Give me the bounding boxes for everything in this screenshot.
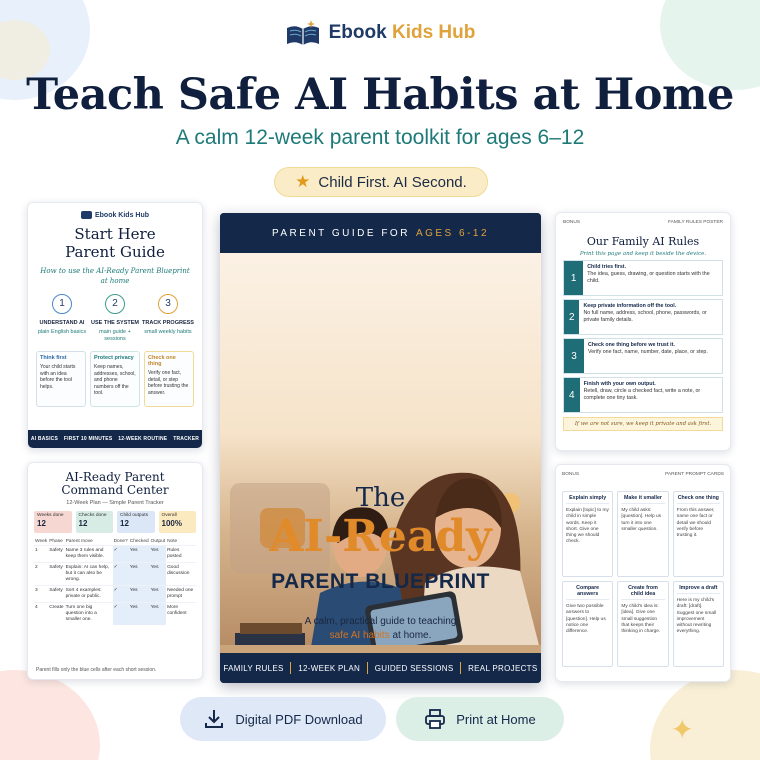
done-cell[interactable]: ✓: [113, 546, 129, 563]
output-cell[interactable]: Yes: [150, 586, 166, 603]
command-card-subtitle: 12-Week Plan — Simple Parent Tracker: [66, 500, 164, 506]
print-at-home-label: Print at Home: [456, 711, 536, 727]
start-card-subtitle: How to use the AI-Ready Parent Blueprint at home: [40, 267, 190, 285]
rule-item: 2 Keep private information off the tool. No full name, address, school, phone, passwords, or private family details.: [563, 299, 723, 335]
rules-card-subtitle: Print this page and keep it beside the device.: [579, 251, 707, 257]
page-subheadline: A calm 12-week parent toolkit for ages 6–12: [175, 126, 585, 149]
table-row: 2 Safety Explain: AI can help, but it can also be wrong. ✓ Yes Yes Good discussion: [34, 563, 196, 586]
tip-box: Think first Your child starts with an idea before the tool helps.: [36, 351, 86, 407]
prompts-card-header: BONUS PARENT PROMPT CARDS: [562, 472, 724, 477]
tip-box: Check one thing Verify one fact, detail, or step before trusting the answer.: [144, 351, 194, 407]
digital-pdf-label: Digital PDF Download: [235, 711, 363, 727]
sparkle-icon: ✦: [670, 714, 694, 745]
cover-title-main: AI-Ready: [269, 511, 492, 562]
step-item: 1 UNDERSTAND AI plain English basics: [36, 294, 88, 343]
table-row: 3 Safety Sort 4 examples: private or public. ✓ Yes Yes Needed one prompt: [34, 586, 196, 603]
tracker-table: [34, 538, 196, 625]
digital-pdf-button[interactable]: [180, 697, 386, 741]
decor-blob: [650, 670, 760, 760]
brand-header: [0, 20, 760, 46]
tagline-badge: [274, 167, 488, 197]
done-cell[interactable]: ✓: [113, 586, 129, 603]
checked-cell[interactable]: Yes: [129, 563, 150, 586]
tip-box: Protect privacy Keep names, addresses, school, and phone numbers off the tool.: [90, 351, 140, 407]
table-header-row: Week Phase Parent move Done? Checked Output Note: [35, 539, 178, 544]
output-cell[interactable]: Yes: [150, 563, 166, 586]
decor-blob: [0, 670, 100, 760]
steps-row: [36, 294, 194, 343]
start-card-title: Start Here Parent Guide: [65, 225, 165, 261]
page-headline: Teach Safe AI Habits at Home: [26, 70, 734, 120]
command-center-card: [27, 462, 203, 680]
prompt-card: Check one thing From this answer, name one fact or detail we should verify before trusting it.: [673, 491, 724, 577]
step-item: 2 USE THE SYSTEM main guide + sessions: [89, 294, 141, 343]
table-row: 4 Create Turn one big question into a smaller one. ✓ Yes Yes More confident: [34, 603, 196, 626]
prompt-card: Explain simply Explain [topic] to my child in simple words. Keep it short. Give one thing we should check.: [562, 491, 613, 577]
prompt-cards-card: [555, 464, 731, 682]
step-item: 3 TRACK PROGRESS small weekly habits: [142, 294, 194, 343]
family-rules-card: [555, 212, 731, 451]
prompt-card: Compare answers Give two possible answers to [question]. Help us notice one difference.: [562, 581, 613, 667]
star-icon: ★: [295, 172, 311, 191]
command-card-title: AI-Ready Parent Command Center: [61, 470, 169, 497]
rule-item: 1 Child tries first. The idea, guess, drawing, or question starts with the child.: [563, 260, 723, 296]
print-at-home-button[interactable]: [396, 697, 564, 741]
stat-box: Overall 100%: [159, 511, 197, 533]
book-icon: [81, 211, 92, 219]
brand-name: Ebook Kids Hub: [328, 22, 476, 43]
command-card-footer: Parent fills only the blue cells after each short session.: [36, 667, 157, 673]
tips-row: [36, 351, 194, 407]
stat-box: Weeks done 12: [34, 511, 72, 533]
stat-box: Checks done 12: [76, 511, 114, 533]
rules-card-header: BONUS FAMILY RULES POSTER: [563, 220, 723, 225]
stat-box: Child outputs 12: [117, 511, 155, 533]
rule-item: 4 Finish with your own output. Retell, draw, circle a checked fact, write a note, or complete one tiny task.: [563, 377, 723, 413]
cover-title-sub: PARENT BLUEPRINT: [271, 570, 490, 593]
checked-cell[interactable]: Yes: [129, 546, 150, 563]
book-logo-icon: [285, 20, 321, 46]
book-cover: [220, 213, 541, 683]
done-cell[interactable]: ✓: [113, 603, 129, 626]
start-card-tagbar: AI BASICS FIRST 10 MINUTES 12-WEEK ROUTINE TRACKER: [28, 430, 202, 448]
rules-card-note: If we are not sure, we keep it private and ask first.: [563, 417, 723, 431]
start-here-card: [27, 202, 203, 449]
checked-cell[interactable]: Yes: [129, 586, 150, 603]
prompt-card: Create from child idea My child's idea is: [idea]. Give one small suggestion that keeps their thinking in charge.: [617, 581, 668, 667]
output-cell[interactable]: Yes: [150, 546, 166, 563]
output-cell[interactable]: Yes: [150, 603, 166, 626]
cover-title-the: The: [355, 483, 406, 513]
table-row: 1 Safety Name 3 rules and keep them visible. ✓ Yes Yes Rules posted: [34, 546, 196, 563]
checked-cell[interactable]: Yes: [129, 603, 150, 626]
done-cell[interactable]: ✓: [113, 563, 129, 586]
stats-row: [34, 511, 196, 533]
rules-card-title: Our Family AI Rules: [586, 235, 700, 248]
download-icon: [203, 708, 225, 730]
prompt-card: Improve a draft Here is my child's draft: [draft]. Suggest one small improvement without rewriting everything.: [673, 581, 724, 667]
cover-bottom-band: FAMILY RULES 12-WEEK PLAN GUIDED SESSIONS REAL PROJECTS: [220, 653, 541, 683]
prompt-card: Make it smaller My child asks: [question]. Help us turn it into one smaller question.: [617, 491, 668, 577]
cover-tagline: A calm, practical guide to teaching safe AI habits at home.: [304, 616, 457, 641]
prompt-grid: [562, 491, 724, 667]
rule-item: 3 Check one thing before we trust it. Verify one fact, name, number, date, place, or step.: [563, 338, 723, 374]
tagline-text: Child First. AI Second.: [318, 173, 467, 191]
cover-top-band: PARENT GUIDE FOR AGES 6-12: [220, 213, 541, 253]
mini-brand: Ebook Kids Hub: [36, 211, 194, 219]
printer-icon: [424, 708, 446, 730]
